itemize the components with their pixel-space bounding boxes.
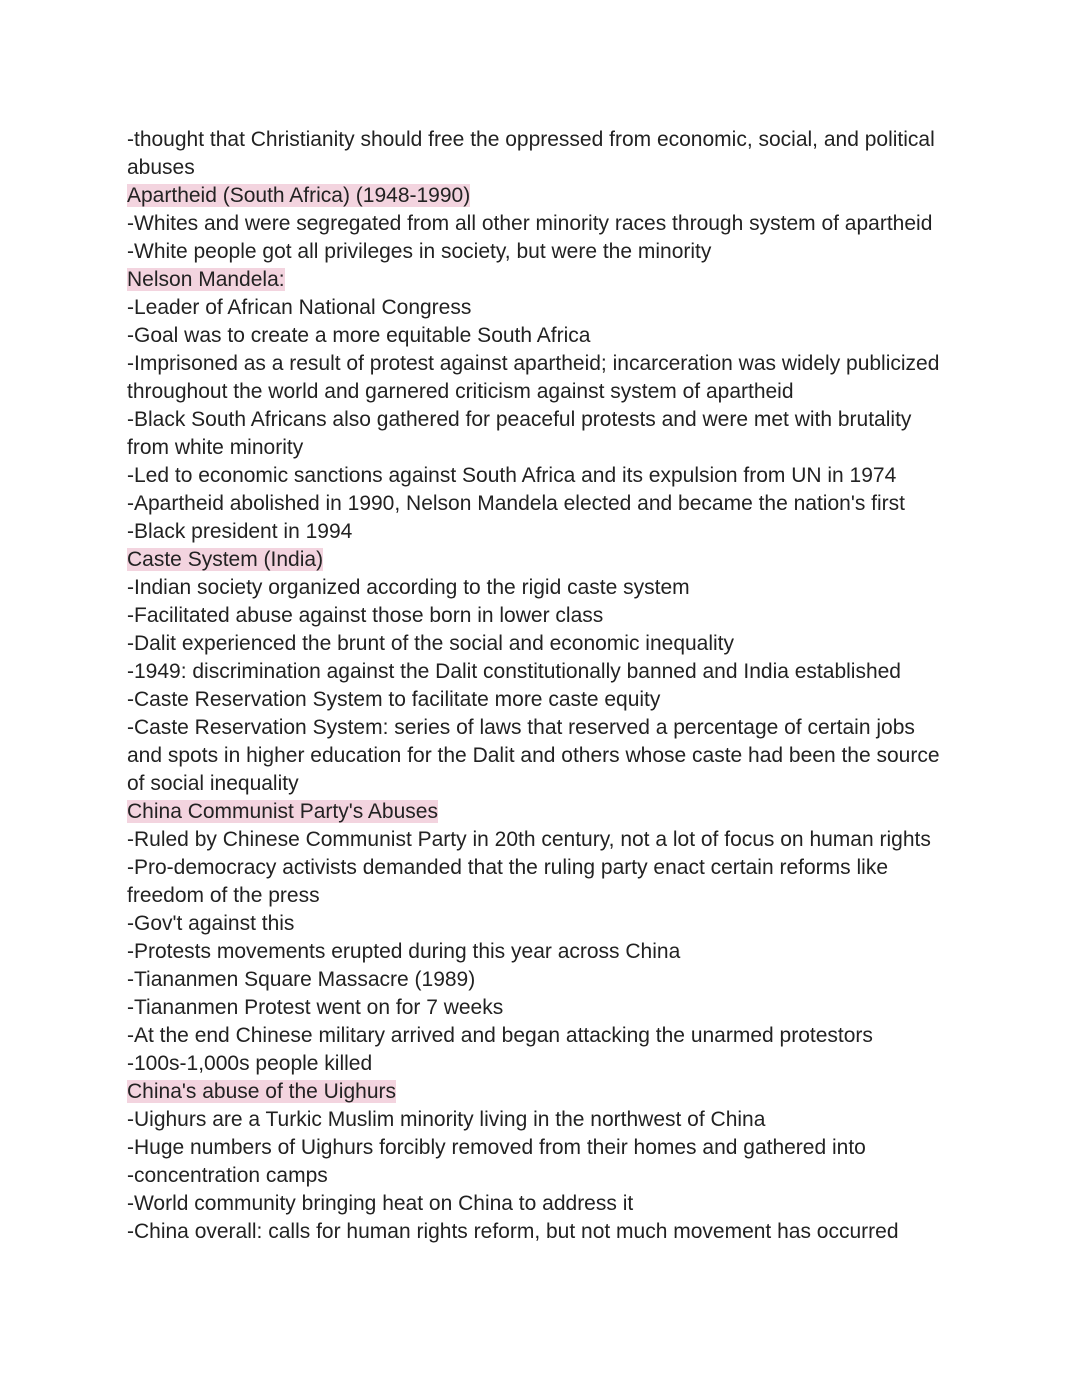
section-heading	[127, 546, 957, 574]
text-line-content: -Caste Reservation System: series of laws that reserved a percentage of certain jobs	[127, 716, 915, 739]
section-heading	[127, 266, 957, 294]
text-line-content: -Facilitated abuse against those born in lower class	[127, 604, 604, 627]
text-line-content: -Leader of African National Congress	[127, 296, 472, 319]
text-line-content: from white minority	[127, 436, 304, 459]
text-line	[127, 574, 957, 602]
text-line-content: -White people got all privileges in society, but were the minority	[127, 240, 712, 263]
text-line	[127, 518, 957, 546]
text-line-content: -100s-1,000s people killed	[127, 1052, 373, 1075]
text-line	[127, 630, 957, 658]
text-line-content: -concentration camps	[127, 1164, 328, 1187]
text-line	[127, 1106, 957, 1134]
text-line-content: -Caste Reservation System to facilitate more caste equity	[127, 688, 661, 711]
text-line	[127, 1050, 957, 1078]
text-line-content: abuses	[127, 156, 195, 179]
text-line-content: -Ruled by Chinese Communist Party in 20th century, not a lot of focus on human rights	[127, 828, 931, 851]
text-line	[127, 1218, 957, 1246]
text-line	[127, 406, 957, 434]
text-line	[127, 602, 957, 630]
text-line	[127, 126, 957, 154]
text-line	[127, 322, 957, 350]
text-line-content: -Gov't against this	[127, 912, 295, 935]
text-line	[127, 686, 957, 714]
text-line	[127, 826, 957, 854]
text-line-content: and spots in higher education for the Dalit and others whose caste had been the source	[127, 744, 940, 767]
text-line-content: -At the end Chinese military arrived and began attacking the unarmed protestors	[127, 1024, 873, 1047]
text-line	[127, 1162, 957, 1190]
text-line-content: -Pro-democracy activists demanded that the ruling party enact certain reforms like	[127, 856, 888, 879]
text-line-content: -Black South Africans also gathered for peaceful protests and were met with brutality	[127, 408, 912, 431]
text-line-content: -Protests movements erupted during this year across China	[127, 940, 681, 963]
text-line	[127, 210, 957, 238]
text-line	[127, 994, 957, 1022]
text-line	[127, 1022, 957, 1050]
section-heading-text: China Communist Party's Abuses	[127, 800, 438, 823]
text-line	[127, 490, 957, 518]
text-line-content: -Huge numbers of Uighurs forcibly removed from their homes and gathered into	[127, 1136, 866, 1159]
text-line	[127, 770, 957, 798]
text-line	[127, 966, 957, 994]
text-line-content: -Indian society organized according to the rigid caste system	[127, 576, 690, 599]
text-line	[127, 854, 957, 882]
text-line	[127, 378, 957, 406]
section-heading-text: China's abuse of the Uighurs	[127, 1080, 397, 1103]
text-line	[127, 294, 957, 322]
text-line-content: -Tiananmen Protest went on for 7 weeks	[127, 996, 504, 1019]
text-line-content: -Uighurs are a Turkic Muslim minority living in the northwest of China	[127, 1108, 766, 1131]
text-line	[127, 1134, 957, 1162]
text-line	[127, 658, 957, 686]
text-line	[127, 350, 957, 378]
section-heading-text: Caste System (India)	[127, 548, 324, 571]
text-line	[127, 742, 957, 770]
text-line-content: -1949: discrimination against the Dalit constitutionally banned and India established	[127, 660, 901, 683]
text-line	[127, 1190, 957, 1218]
document-body	[127, 126, 957, 1246]
text-line	[127, 882, 957, 910]
text-line-content: -Dalit experienced the brunt of the social and economic inequality	[127, 632, 735, 655]
text-line	[127, 938, 957, 966]
text-line-content: -World community bringing heat on China to address it	[127, 1192, 634, 1215]
text-line-content: throughout the world and garnered criticism against system of apartheid	[127, 380, 794, 403]
section-heading	[127, 1078, 957, 1106]
text-line-content: of social inequality	[127, 772, 299, 795]
section-heading-text: Nelson Mandela:	[127, 268, 285, 291]
text-line	[127, 462, 957, 490]
text-line-content: -Led to economic sanctions against South Africa and its expulsion from UN in 1974	[127, 464, 897, 487]
section-heading-text: Apartheid (South Africa) (1948-1990)	[127, 184, 471, 207]
text-line-content: -China overall: calls for human rights reform, but not much movement has occurred	[127, 1220, 899, 1243]
section-heading	[127, 182, 957, 210]
text-line-content: -Goal was to create a more equitable South Africa	[127, 324, 591, 347]
text-line-content: -Apartheid abolished in 1990, Nelson Mandela elected and became the nation's first	[127, 492, 906, 515]
text-line-content: freedom of the press	[127, 884, 320, 907]
text-line-content: -Imprisoned as a result of protest against apartheid; incarceration was widely publicized	[127, 352, 940, 375]
text-line	[127, 714, 957, 742]
text-line-content: -Tiananmen Square Massacre (1989)	[127, 968, 476, 991]
section-heading	[127, 798, 957, 826]
text-line	[127, 910, 957, 938]
text-line	[127, 238, 957, 266]
text-line	[127, 154, 957, 182]
text-line	[127, 434, 957, 462]
text-line-content: -Black president in 1994	[127, 520, 353, 543]
text-line-content: -Whites and were segregated from all other minority races through system of apartheid	[127, 212, 933, 235]
text-line-content: -thought that Christianity should free the oppressed from economic, social, and political	[127, 128, 935, 151]
